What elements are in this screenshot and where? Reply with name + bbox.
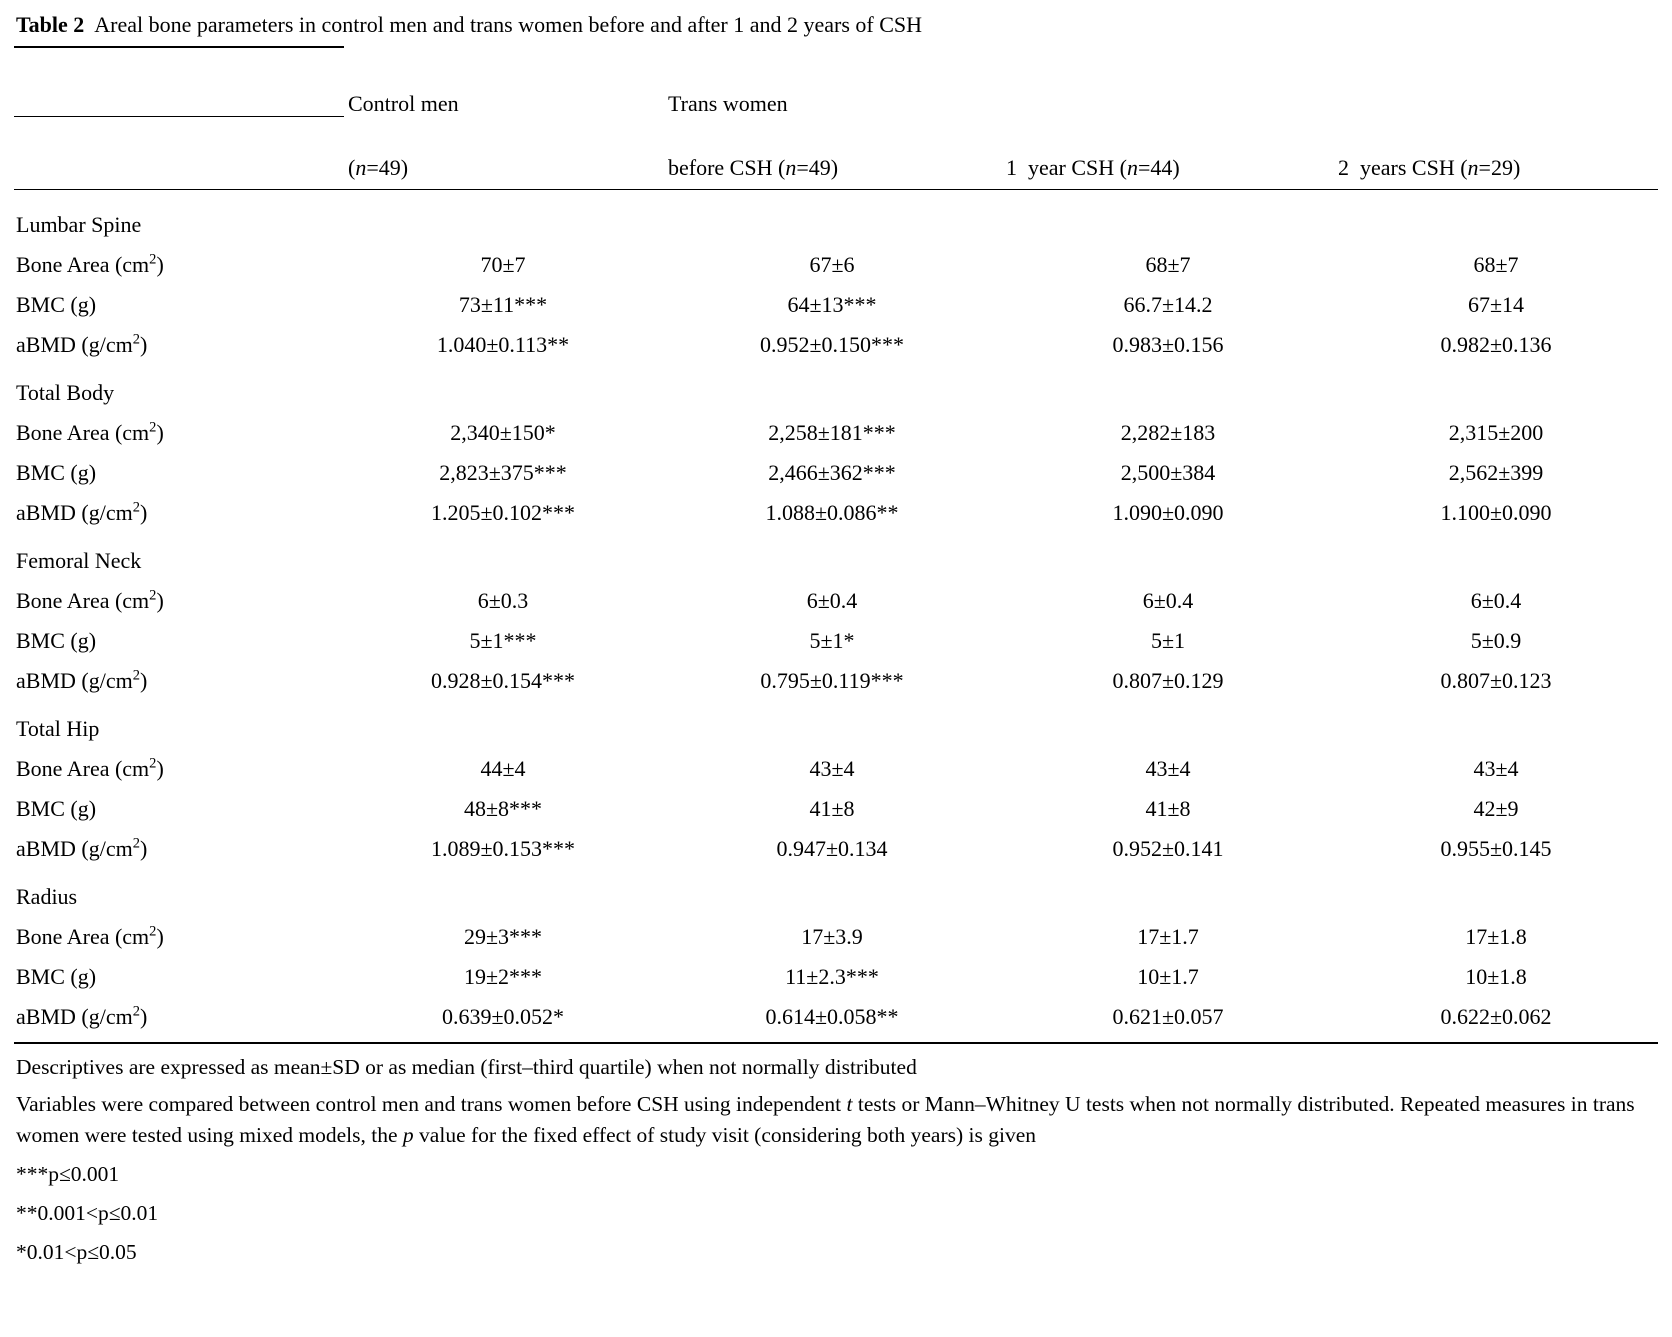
table-cell-value: 0.621±0.057: [1112, 1004, 1224, 1029]
footnote-italic-p: p: [402, 1123, 414, 1147]
section-header-row: [14, 694, 1658, 742]
table-cell-value: 10±1.7: [1137, 964, 1199, 989]
footnote-descriptives: Descriptives are expressed as mean±SD or as median (first–third quartile) when not normally distributed: [16, 1055, 917, 1079]
table-row: [14, 910, 1658, 950]
table-cell-value: 17±3.9: [801, 924, 863, 949]
table-cell-value: 41±8: [1145, 796, 1191, 821]
rule-cell: [1334, 1030, 1658, 1043]
table-cell-value: 0.955±0.145: [1440, 836, 1552, 861]
section-empty-cell: [662, 862, 1002, 910]
section-title: Femoral Neck: [16, 548, 142, 573]
table-row: [14, 574, 1658, 614]
table-caption-text: Areal bone parameters in control men and trans women before and after 1 and 2 years of CSH: [94, 12, 923, 37]
table-cell-value: 43±4: [809, 756, 855, 781]
table-cell-value: 0.928±0.154***: [430, 668, 576, 693]
row-label: aBMD $(g/cm^2)$: [16, 1003, 148, 1029]
table-cell-value: 64±13***: [787, 292, 877, 317]
section-title: Total Body: [16, 380, 115, 405]
row-label: Bone Area $(cm^2)$: [16, 587, 164, 613]
table-row: [14, 486, 1658, 526]
table-cell-value: 5±1***: [469, 628, 537, 653]
table-cell-value: 67±14: [1467, 292, 1525, 317]
rule-cell: [344, 1030, 662, 1043]
footnote-statistics: [16, 1089, 1658, 1151]
section-title: Lumbar Spine: [14, 190, 344, 239]
section-empty-cell: [1334, 190, 1658, 239]
table-cell-value: 11±2.3***: [785, 964, 879, 989]
section-header-row: [14, 190, 1658, 239]
table-cell-value: 48±8***: [463, 796, 543, 821]
table-cell-value: 10±1.8: [1465, 964, 1527, 989]
section-empty-cell: [1334, 358, 1658, 406]
section-empty-cell: [662, 526, 1002, 574]
row-label: BMC (g): [16, 964, 97, 989]
section-header-row: [14, 526, 1658, 574]
table-row: [14, 654, 1658, 694]
table-cell-value: 2,258±181***: [768, 420, 896, 445]
table-cell-value: 2,340±150*: [450, 420, 556, 445]
header-group-control-men: Control men: [348, 90, 459, 116]
table-cell-value: 6±0.4: [1142, 588, 1194, 613]
table-row: [14, 990, 1658, 1030]
header-group-trans-women: Trans women: [668, 90, 788, 116]
table-cell-value: 17±1.7: [1137, 924, 1199, 949]
header-corner-empty: [14, 47, 344, 117]
table-cell-value: 1.040±0.113**: [436, 332, 570, 357]
table-cell-value: 44±4: [480, 756, 526, 781]
table-row: [14, 238, 1658, 278]
footnote-stats-part1: Variables were compared between control men and trans women before CSH using independent: [16, 1092, 847, 1116]
table-cell-value: 6±0.4: [806, 588, 858, 613]
section-empty-cell: [662, 358, 1002, 406]
row-label: BMC (g): [16, 628, 97, 653]
table-cell-value: 67±6: [809, 252, 855, 277]
table-cell-value: 0.947±0.134: [776, 836, 888, 861]
table-cell-value: 5±1: [1150, 628, 1186, 653]
row-label: Bone Area $(cm^2)$: [16, 923, 164, 949]
section-title: Radius: [16, 884, 78, 909]
table-cell-value: 1.088±0.086**: [765, 500, 899, 525]
table-cell-value: 2,282±183: [1120, 420, 1216, 445]
footnote-stats-part3: value for the fixed effect of study visit (considering both years) is given: [413, 1123, 1037, 1147]
table-cell-value: 2,500±384: [1120, 460, 1216, 485]
table-cell-value: 0.807±0.129: [1112, 668, 1224, 693]
table-cell-value: 66.7±14.2: [1123, 292, 1213, 317]
table-cell-value: 6±0.3: [477, 588, 529, 613]
section-empty-cell: [344, 190, 662, 239]
footnote-p-001: ***p≤0.001: [16, 1162, 120, 1186]
table-row: [14, 950, 1658, 990]
section-empty-cell: [1002, 190, 1334, 239]
table-cell-value: 2,562±399: [1448, 460, 1544, 485]
table-cell-value: 2,823±375***: [439, 460, 567, 485]
table-cell-value: 1.090±0.090: [1112, 500, 1224, 525]
table-cell-value: 0.983±0.156: [1112, 332, 1224, 357]
table-cell-value: 2,466±362***: [768, 460, 896, 485]
row-label: BMC (g): [16, 292, 97, 317]
section-header-row: [14, 358, 1658, 406]
section-empty-cell: [1002, 358, 1334, 406]
table-cell-value: 43±4: [1145, 756, 1191, 781]
table-caption-label: Table 2: [16, 12, 85, 37]
row-label: aBMD $(g/cm^2)$: [16, 667, 148, 693]
table-footnotes: [14, 1052, 1658, 1268]
row-label: BMC (g): [16, 796, 97, 821]
header-sub-corner-empty: [14, 117, 344, 190]
table-cell-value: 2,315±200: [1448, 420, 1544, 445]
section-empty-cell: [1334, 694, 1658, 742]
table-body: [14, 190, 1658, 1044]
table-cell-value: 0.639±0.052*: [441, 1004, 565, 1029]
row-label: Bone Area $(cm^2)$: [16, 251, 164, 277]
table-cell-value: 5±1*: [809, 628, 855, 653]
table-cell-value: 29±3***: [463, 924, 543, 949]
footnote-p-01: **0.001<p≤0.01: [16, 1201, 159, 1225]
table-cell-value: 73±11***: [458, 292, 548, 317]
section-empty-cell: [1002, 694, 1334, 742]
table-cell-value: 42±9: [1473, 796, 1519, 821]
table-row: [14, 822, 1658, 862]
header-sub-before-csh: before CSH (n=49): [668, 155, 839, 180]
table-cell-value: 68±7: [1145, 252, 1191, 277]
section-empty-cell: [1334, 862, 1658, 910]
header-sub-2-years-csh: 2 years CSH (n=29): [1338, 155, 1521, 180]
row-label: BMC (g): [16, 460, 97, 485]
table-cell-value: 17±1.8: [1465, 924, 1527, 949]
table-cell-value: 5±0.9: [1470, 628, 1522, 653]
table-cell-value: 6±0.4: [1470, 588, 1522, 613]
section-title: Total Hip: [16, 716, 100, 741]
row-label: aBMD $(g/cm^2)$: [16, 331, 148, 357]
row-label: Bone Area $(cm^2)$: [16, 755, 164, 781]
table-cell-value: 0.622±0.062: [1440, 1004, 1552, 1029]
table-cell-value: 19±2***: [463, 964, 543, 989]
section-empty-cell: [344, 862, 662, 910]
table-cell-value: 0.614±0.058**: [765, 1004, 899, 1029]
rule-cell: [662, 1030, 1002, 1043]
row-label: aBMD $(g/cm^2)$: [16, 835, 148, 861]
table-cell-value: 1.089±0.153***: [430, 836, 576, 861]
section-empty-cell: [662, 694, 1002, 742]
table-row: [14, 446, 1658, 486]
table-row: [14, 614, 1658, 654]
bone-parameters-table: [14, 46, 1658, 1044]
table-header-group-row: [14, 47, 1658, 117]
table-row: [14, 742, 1658, 782]
table-cell-value: 0.982±0.136: [1440, 332, 1552, 357]
table-row: [14, 318, 1658, 358]
footnote-stats-part2: tests or Mann–Whitney U tests when not normally distributed. Repeated measures in trans women were tested using mixed models, the: [16, 1092, 1635, 1147]
table-cell-value: 68±7: [1473, 252, 1519, 277]
footnote-p-05: *0.01<p≤0.05: [16, 1240, 137, 1264]
table-cell-value: 0.807±0.123: [1440, 668, 1552, 693]
table-row: [14, 782, 1658, 822]
table-cell-value: 41±8: [809, 796, 855, 821]
header-sub-control-n: (n=49): [348, 155, 409, 180]
row-label: aBMD $(g/cm^2)$: [16, 499, 148, 525]
table-cell-value: 1.205±0.102***: [430, 500, 576, 525]
section-empty-cell: [344, 694, 662, 742]
rule-cell: [14, 1030, 344, 1043]
section-empty-cell: [662, 190, 1002, 239]
section-empty-cell: [1334, 526, 1658, 574]
row-label: Bone Area $(cm^2)$: [16, 419, 164, 445]
header-sub-1-year-csh: 1 year CSH (n=44): [1006, 155, 1180, 180]
table-row: [14, 406, 1658, 446]
table-cell-value: 70±7: [480, 252, 526, 277]
table-cell-value: 0.952±0.141: [1112, 836, 1224, 861]
table-caption: [16, 10, 1658, 40]
section-empty-cell: [1002, 862, 1334, 910]
table-cell-value: 0.795±0.119***: [760, 668, 904, 693]
section-header-row: [14, 862, 1658, 910]
table-cell-value: 0.952±0.150***: [759, 332, 905, 357]
section-empty-cell: [344, 358, 662, 406]
table-bottom-rule: [14, 1030, 1658, 1043]
table-row: [14, 278, 1658, 318]
rule-cell: [1002, 1030, 1334, 1043]
section-empty-cell: [344, 526, 662, 574]
table-cell-value: 43±4: [1473, 756, 1519, 781]
footnote-italic-t: t: [846, 1092, 853, 1116]
table-header-sub-row: [14, 117, 1658, 190]
section-empty-cell: [1002, 526, 1334, 574]
table-cell-value: 1.100±0.090: [1440, 500, 1552, 525]
